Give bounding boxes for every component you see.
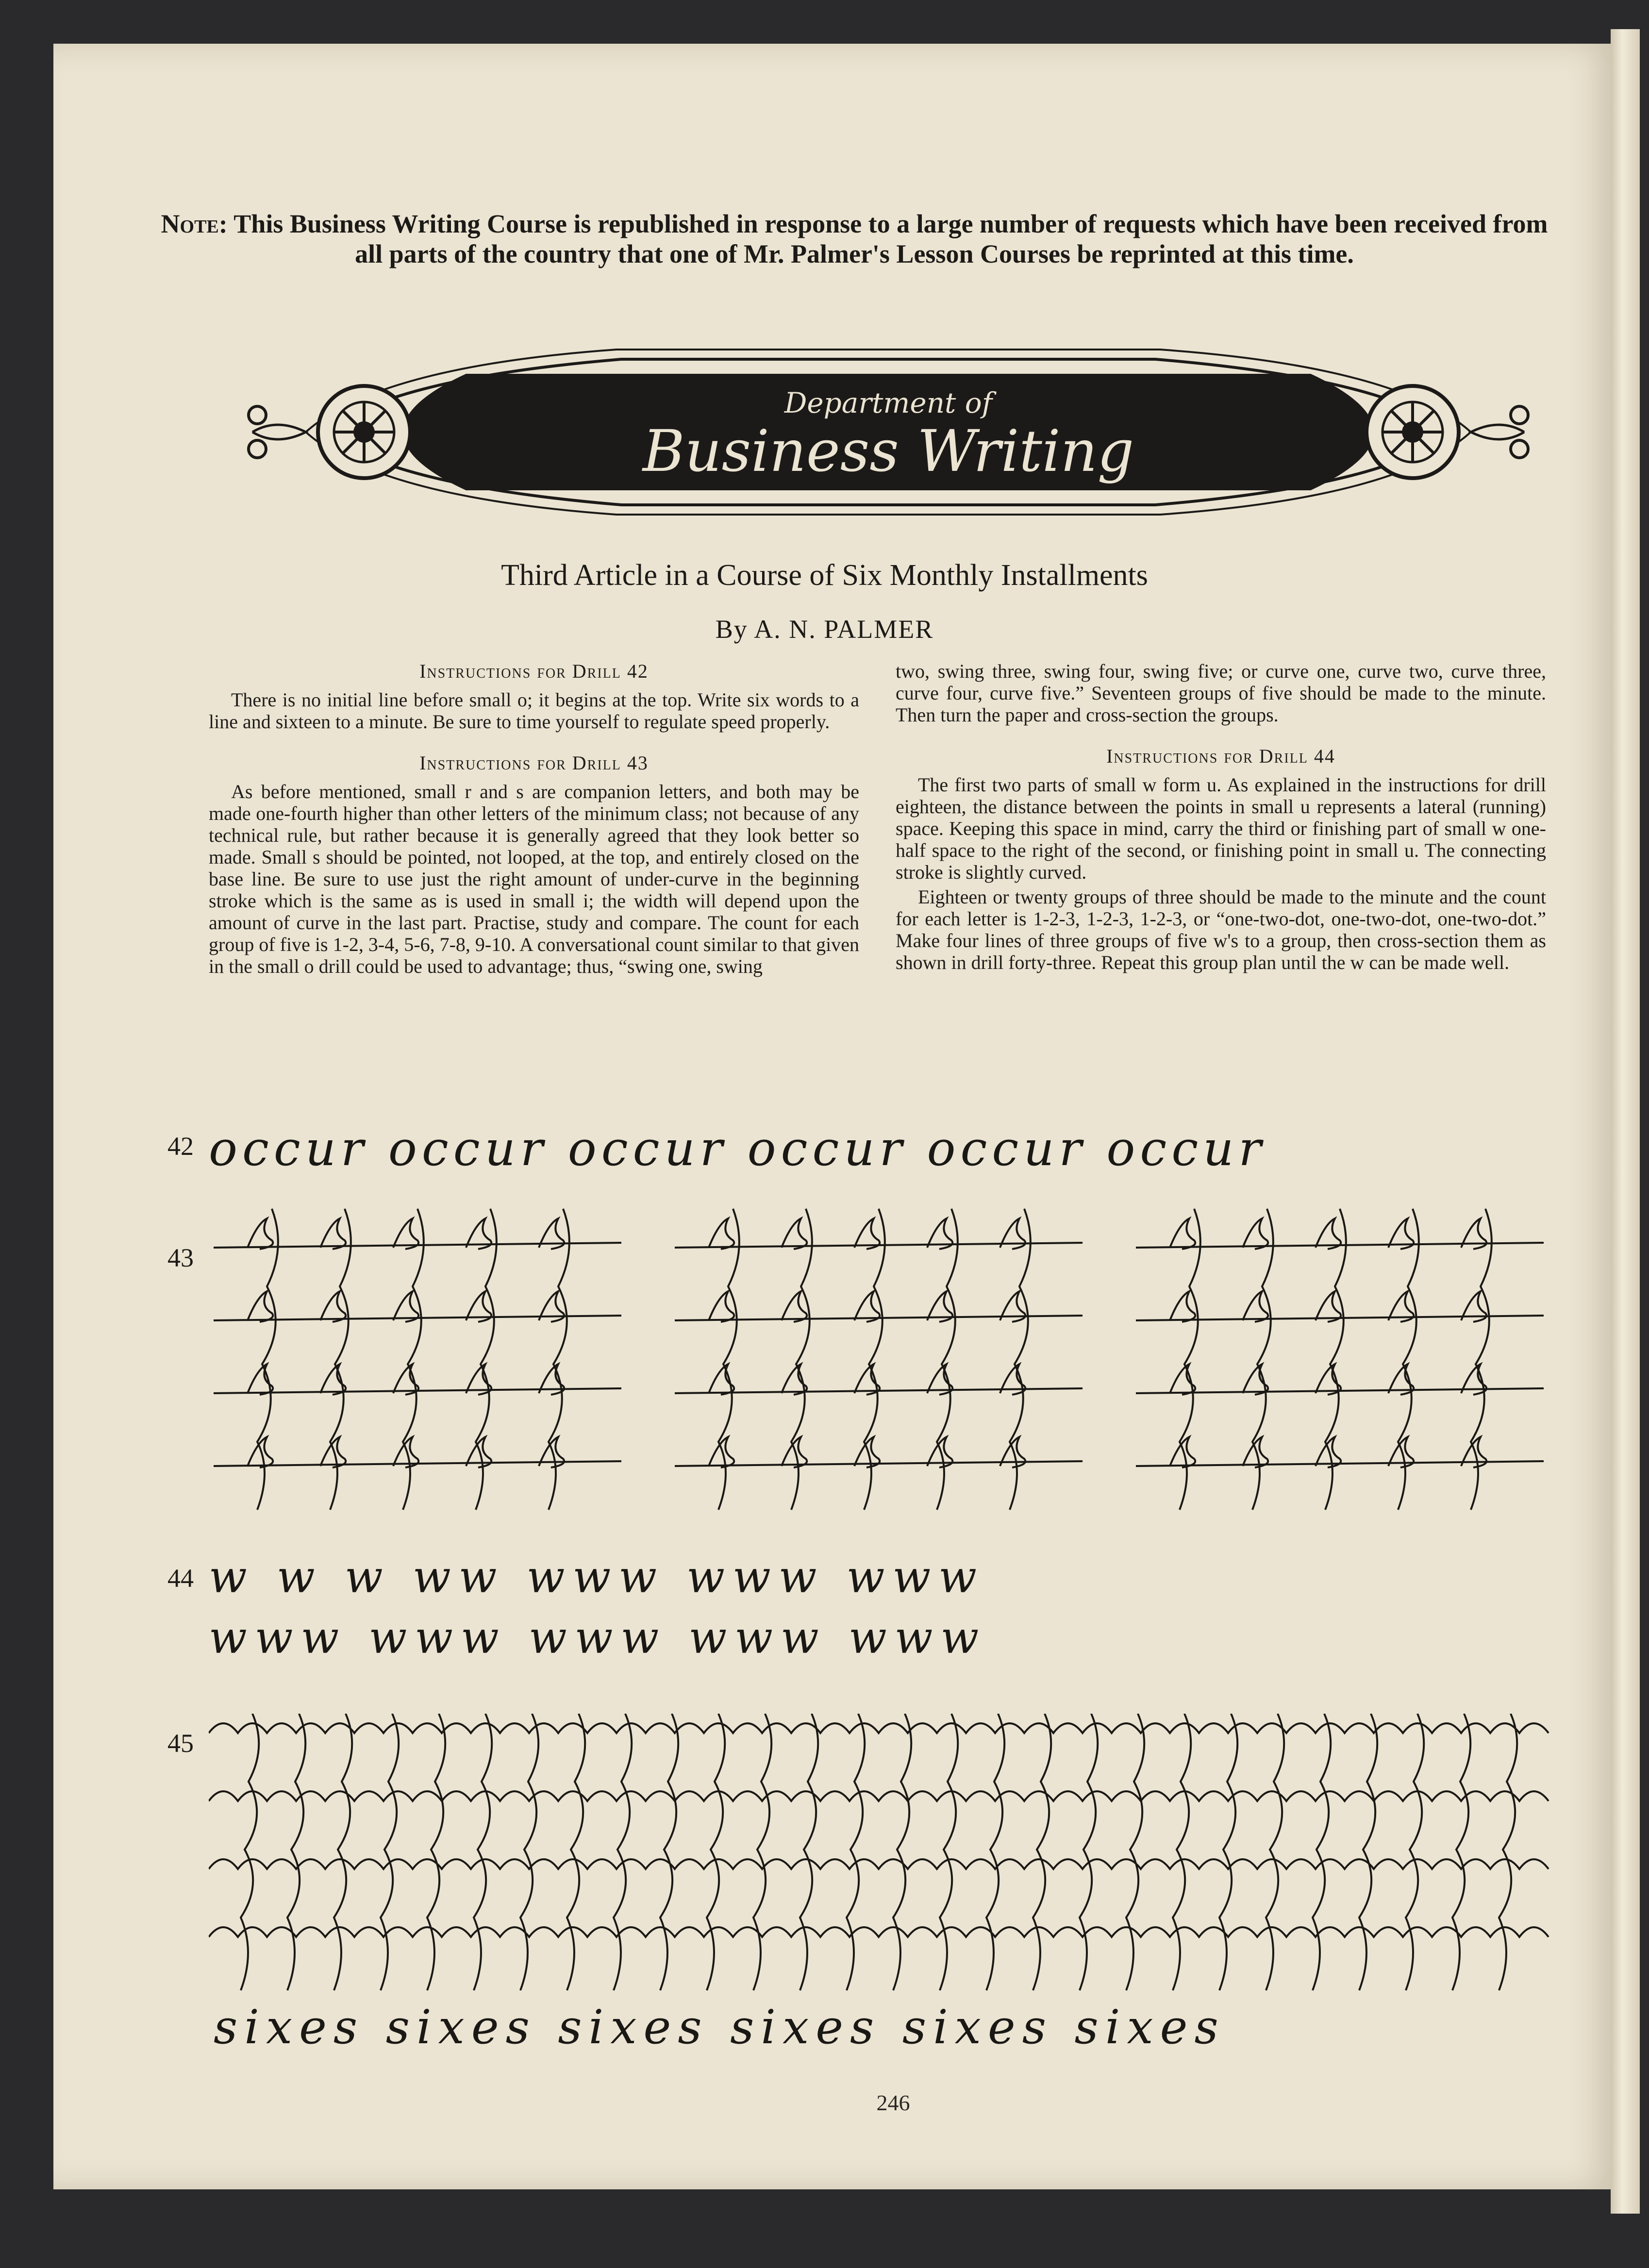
- drill-43-letter-s: [709, 1218, 734, 1249]
- drill-45-cross-section: [520, 1714, 538, 1990]
- drill-43-letter-s: [1243, 1437, 1268, 1468]
- drill-43-letter-s: [320, 1218, 346, 1249]
- drill-45-cross-section: [986, 1714, 1004, 1990]
- article-subtitle: Third Article in a Course of Six Monthly Installments: [501, 559, 1148, 592]
- drill-45-cross-section: [287, 1714, 305, 1990]
- drill-45-cross-section: [660, 1714, 678, 1990]
- drill43-text-continued: two, swing three, swing four, swing five; or curve one, curve two, curve three, curve four, curve five.” Seventeen groups of five should be made to the minute. Then turn the paper and cross-section the groups.: [896, 660, 1546, 726]
- drill-44-number: 44: [167, 1564, 194, 1593]
- drill-45-cross-section: [427, 1714, 445, 1990]
- drill-44-line-1: w w w ww www www www: [209, 1551, 984, 1603]
- drill-45-cross-section: [800, 1714, 818, 1990]
- drill-43-letter-s: [320, 1291, 346, 1322]
- drill44-heading: Instructions for Drill 44: [1106, 745, 1335, 767]
- drill43-text: As before mentioned, small r and s are companion letters, and both may be made one-fourth higher than other letters of the minimum class; not because of any technical rule, but rather because it is generally agreed that they look better so made. Small s should be pointed, not looped, at the top, and entirely closed on the base line. Be sure to use just the right amount of under-curve in the beginning stroke which is the same as is used in small i; the width will depend upon the amount of curve in the last part. Practise, study and compare. The count for each group of five is 1-2, 3-4, 5-6, 7-8, 9-10. A conversational count similar to that given in the small o drill could be used to advantage; thus, “swing one, swing: [209, 781, 859, 977]
- drill-45-cross-section: [940, 1714, 958, 1990]
- drill-45-row: [209, 1723, 1549, 1733]
- drill-43-letter-s: [320, 1364, 346, 1395]
- right-column: [896, 660, 1546, 976]
- drill-43-letter-s: [248, 1291, 273, 1322]
- book-spine: [1611, 29, 1640, 2214]
- drill-43-letter-s: [709, 1437, 734, 1468]
- drill-43-letter-s: [248, 1364, 273, 1395]
- drill-43-letter-s: [782, 1364, 807, 1395]
- drill-45-row: [209, 1927, 1549, 1937]
- drill-45-cross-section: [707, 1714, 725, 1990]
- drill42-text: There is no initial line before small o; it begins at the top. Write six words to a line and sixteen to a minute. Be sure to time yourself to regulate speed properly.: [209, 689, 859, 733]
- drill-43-letter-s: [782, 1437, 807, 1468]
- drill-45-cross-section: [1173, 1714, 1191, 1990]
- drill-44-line-2: www www www www www: [209, 1612, 987, 1664]
- banner-line1: Department of: [784, 386, 993, 419]
- drill-43-letter-s: [248, 1437, 273, 1468]
- drill-45-cross-section: [1080, 1714, 1098, 1990]
- drill-45-grid: [209, 1714, 1568, 2000]
- drill-45-cross-section: [1359, 1714, 1377, 1990]
- drill42-heading: Instructions for Drill 42: [419, 660, 649, 682]
- left-rosette: [318, 386, 410, 478]
- drill-45-cross-section: [1406, 1714, 1424, 1990]
- drill-45-cross-section: [893, 1714, 911, 1990]
- drill-45-cross-section: [1266, 1714, 1284, 1990]
- byline: By A. N. PALMER: [715, 615, 934, 644]
- drill-45-cross-section: [614, 1714, 632, 1990]
- drill-43-letter-s: [248, 1218, 273, 1249]
- note-lead: Note:: [161, 209, 228, 238]
- drill-43-letter-s: [1170, 1437, 1195, 1468]
- drill-43-letter-s: [1170, 1364, 1195, 1395]
- drill-42-number: 42: [167, 1132, 194, 1161]
- drill-43-letter-s: [709, 1364, 734, 1395]
- drill-45-cross-section: [381, 1714, 399, 1990]
- drill-45-cross-section: [241, 1714, 259, 1990]
- drill-43-letter-s: [1170, 1291, 1195, 1322]
- drill-45-cross-section: [474, 1714, 492, 1990]
- drill-45-row: [209, 1859, 1549, 1869]
- department-banner: [233, 320, 1544, 544]
- page-number: 246: [876, 2090, 910, 2115]
- drill-43-letter-s: [782, 1218, 807, 1249]
- sixes-line: sixes sixes sixes sixes sixes sixes: [214, 2000, 1225, 2054]
- drill-45-cross-section: [567, 1714, 585, 1990]
- drill-45-cross-section: [1499, 1714, 1517, 1990]
- note-text: This Business Writing Course is republished in response to a large number of requests which have been received from all parts of the country that one of Mr. Palmer's Lesson Courses be reprinted at this time.: [227, 209, 1548, 268]
- drill-43-letter-s: [320, 1437, 346, 1468]
- drill-43-number: 43: [167, 1243, 194, 1272]
- drill-43-letter-s: [782, 1291, 807, 1322]
- note-paragraph: [155, 209, 1553, 269]
- drill-43-letter-s: [709, 1291, 734, 1322]
- left-column: [209, 660, 859, 980]
- drill-43-letter-s: [1170, 1218, 1195, 1249]
- drill-43-grid: [214, 1204, 1573, 1524]
- drill-45-cross-section: [847, 1714, 865, 1990]
- banner-line2: Business Writing: [642, 417, 1134, 484]
- drill-42-script: occur occur occur occur occur occur: [209, 1121, 1266, 1177]
- drill-45-cross-section: [1452, 1714, 1470, 1990]
- drill-43-letter-s: [1243, 1364, 1268, 1395]
- drill-45-cross-section: [1033, 1714, 1051, 1990]
- drill-45-number: 45: [167, 1729, 194, 1758]
- drill-45-cross-section: [1219, 1714, 1237, 1990]
- drill-45-row: [209, 1791, 1549, 1801]
- drill-45-cross-section: [1313, 1714, 1331, 1990]
- drill44-text-2: Eighteen or twenty groups of three should be made to the minute and the count for each letter is 1-2-3, 1-2-3, 1-2-3, or “one-two-dot, one-two-dot, one-two-dot.” Make four lines of three groups of five w's to a group, then cross-section them as shown in drill forty-three. Repeat this group plan until the w can be made well.: [896, 886, 1546, 973]
- drill-43-letter-s: [1243, 1291, 1268, 1322]
- drill-45-cross-section: [753, 1714, 771, 1990]
- drill-45-cross-section: [1126, 1714, 1144, 1990]
- drill43-heading: Instructions for Drill 43: [419, 752, 649, 774]
- drill44-text-1: The first two parts of small w form u. As explained in the instructions for drill eighteen, the distance between the points in small u represents a lateral (running) space. Keeping this space in mind, carry the third or finishing part of small w one-half space to the right of the second, or finishing point in small u. The connecting stroke is slightly curved.: [896, 774, 1546, 883]
- drill-45-cross-section: [334, 1714, 352, 1990]
- drill-43-letter-s: [1243, 1218, 1268, 1249]
- right-rosette: [1366, 386, 1459, 478]
